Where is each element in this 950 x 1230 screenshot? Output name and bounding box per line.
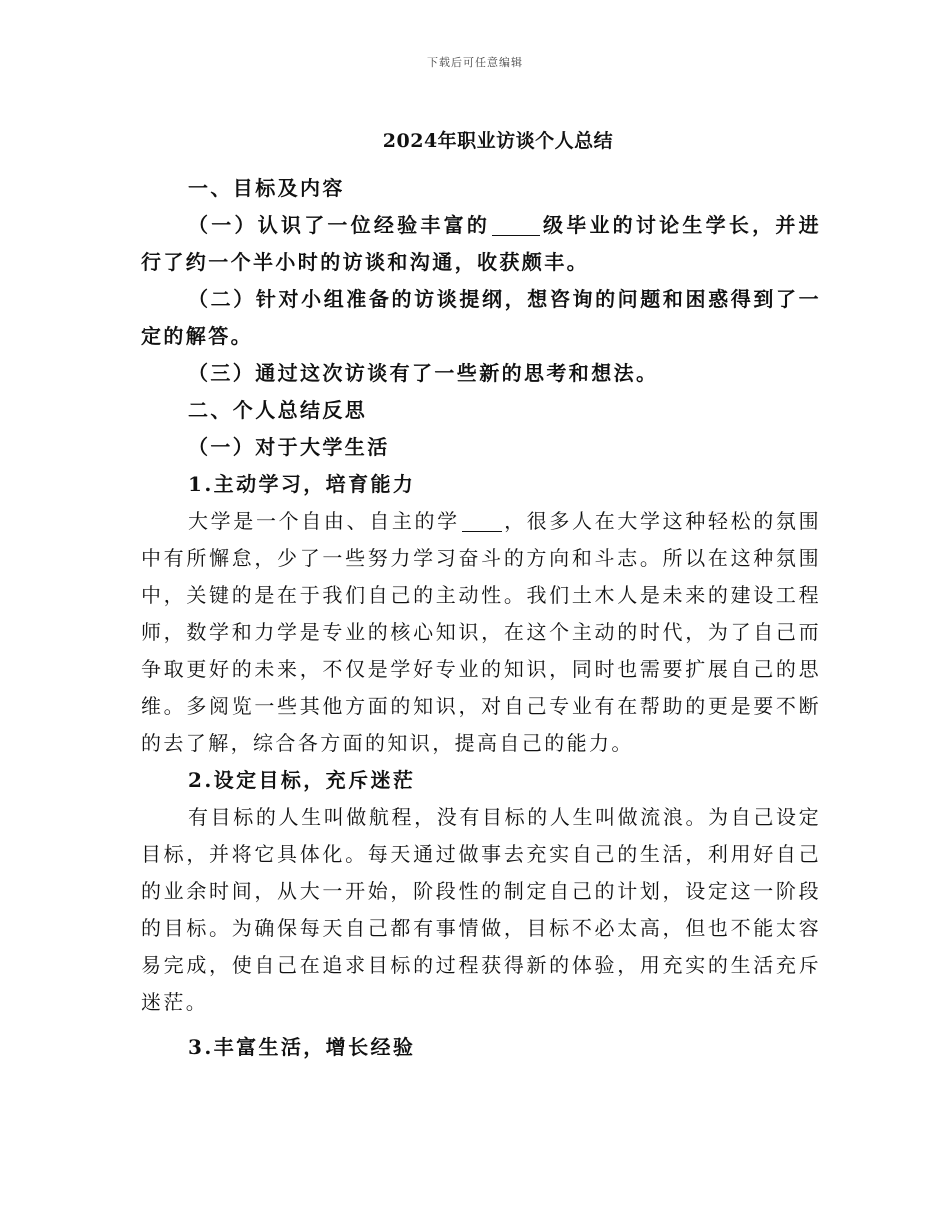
point-1-paragraph (141, 503, 821, 762)
section-heading-reflection: 二、个人总结反思 (188, 398, 368, 422)
goal-item-1-text-b: 级毕业的讨论生学长，并进行了约一个半小时的访谈和沟通，收获颇丰。 (141, 213, 821, 274)
point-1-text-b: ，很多人在大学这种轻松的氛围中有所懈怠，少了一些努力学习奋斗的方向和斗志。所以在这种氛围中，关键的是在于我们自己的主动性。我们土木人是未来的建设工程师，数学和力学是专业的核心知识，在这个主动的时代，为了自己而争取更好的未来，不仅是学好专业的知识，同时也需要扩展自己的思维。多阅览一些其他方面的知识，对自己专业有在帮助的更是要不断的去了解，综合各方面的知识，提高自己的能力。 (141, 509, 821, 755)
point-2-paragraph: 有目标的人生叫做航程，没有目标的人生叫做流浪。为自己设定目标，并将它具体化。每天通过做事去充实自己的生活，利用好自己的业余时间，从大一开始，阶段性的制定自己的计划，设定这一阶段的目标。为确保每天自己都有事情做，目标不必太高，但也不能太容易完成，使自己在追求目标的过程获得新的体验，用充实的生活充斥迷茫。 (141, 805, 821, 1014)
goal-item-1 (141, 207, 821, 281)
document-title: 2024年职业访谈个人总结 (382, 130, 614, 152)
point-3-heading: 3.丰富生活，增长经验 (188, 1035, 416, 1059)
blank-underline (492, 215, 540, 236)
goal-item-2: （二）针对小组准备的访谈提纲，想咨询的问题和困惑得到了一定的解答。 (141, 287, 821, 348)
spacer (141, 1021, 821, 1029)
blank-underline (462, 511, 502, 532)
point-2-heading: 2.设定目标，充斥迷茫 (188, 768, 416, 792)
document-body (141, 170, 821, 1066)
subsection-heading-college-life: （一）对于大学生活 (188, 435, 390, 459)
section-heading-goals: 一、目标及内容 (188, 176, 345, 200)
goal-item-1-text-a: （一）认识了一位经验丰富的 (188, 213, 491, 237)
goal-item-3: （三）通过这次访谈有了一些新的思考和想法。 (188, 361, 659, 385)
point-1-text-a: 大学是一个自由、自主的学 (188, 509, 460, 533)
header-note: 下载后可任意编辑 (427, 56, 523, 69)
point-1-heading: 1.主动学习，培育能力 (188, 472, 416, 496)
